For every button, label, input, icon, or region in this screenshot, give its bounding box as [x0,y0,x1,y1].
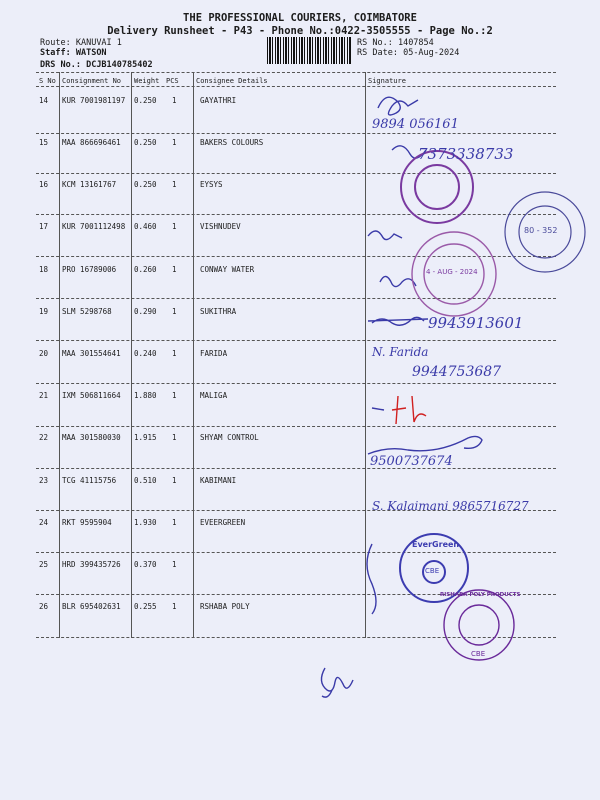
row-sno: 22 [39,433,49,442]
row-pcs: 1 [172,476,177,485]
row-consignment-no: RKT 9595904 [62,518,112,527]
rs-no-value: 1407854 [397,38,434,48]
stamp-rshaba-name: RISHABA POLY PRODUCTS [440,592,521,598]
row-consignee: EVEERGREEN [200,518,246,527]
company-title: THE PROFESSIONAL COURIERS, COIMBATORE [183,12,417,24]
staff-label: Staff: [40,48,71,58]
stamp-number: 80 - 352 [524,226,558,235]
drs-value: DCJB140785402 [86,60,153,70]
row-sno: 18 [39,265,49,274]
row-sno: 17 [39,222,49,231]
row-weight: 1.880 [134,391,157,400]
row-pcs: 1 [172,560,177,569]
row-consignee: GAYATHRI [200,96,237,105]
stamp-date: 4 - AUG - 2024 [426,268,478,276]
row-sno: 21 [39,391,49,400]
row-consignee: BAKERS COLOURS [200,138,264,147]
row-pcs: 1 [172,96,177,105]
row-weight: 0.510 [134,476,157,485]
runsheet-subtitle: Delivery Runsheet - P43 - Phone No.:0422-3505555 - Page No.:2 [107,25,493,37]
row-consignment-no: KUR 7001112498 [62,222,126,231]
row-weight: 1.930 [134,518,157,527]
row-consignee: CONWAY WATER [200,265,255,274]
row-weight: 0.250 [134,96,157,105]
stamp-evergreen-name: EverGreen [412,540,460,549]
col-header-pcs: PCS [166,77,179,85]
col-header-consignee: Consignee Details [196,77,268,85]
drs-label: DRS No.: [40,60,81,70]
staff-value: WATSON [75,48,107,58]
stamp-rshaba-city: CBE [471,650,486,658]
stamp-evergreen-city: CBE [425,567,440,575]
row-consignment-no: MAA 301580030 [62,433,121,442]
row-weight: 0.255 [134,602,157,611]
row-consignment-no: TCG 41115756 [62,476,117,485]
handwritten-phone: 9894 056161 [372,117,459,132]
handwritten-name: N. Farida [372,345,429,359]
row-consignment-no: BLR 695402631 [62,602,121,611]
row-pcs: 1 [172,265,177,274]
row-sno: 14 [39,96,49,105]
handwritten-phone: 9500737674 [370,454,453,469]
handwritten-phone: 9943913601 [428,314,524,332]
row-consignee: SUKITHRA [200,307,237,316]
row-pcs: 1 [172,138,177,147]
row-pcs: 1 [172,602,177,611]
col-header-sno: S No [39,77,56,85]
row-pcs: 1 [172,349,177,358]
row-pcs: 1 [172,307,177,316]
row-sno: 24 [39,518,49,527]
row-consignee: MALIGA [200,391,228,400]
row-weight: 0.370 [134,560,157,569]
row-pcs: 1 [172,391,177,400]
row-consignment-no: MAA 866696461 [62,138,121,147]
row-consignee: VISHNUDEV [200,222,241,231]
row-consignment-no: PRO 16789006 [62,265,117,274]
row-sno: 20 [39,349,49,358]
row-pcs: 1 [172,433,177,442]
row-sno: 23 [39,476,49,485]
handwritten-phone: 9944753687 [412,364,502,380]
row-consignment-no: SLM 5298768 [62,307,112,316]
col-header-signature: Signature [368,77,406,85]
row-weight: 1.915 [134,433,157,442]
red-signature [392,396,426,424]
row-consignment-no: HRD 399435726 [62,560,121,569]
rs-date-label: RS Date: [357,48,398,58]
row-consignee: KABIMANI [200,476,237,485]
row-consignee: FARIDA [200,349,228,358]
row-sno: 26 [39,602,49,611]
rs-no-label: RS No.: [357,38,393,48]
col-header-consignment: Consignment No [62,77,122,85]
row-consignment-no: MAA 301554641 [62,349,121,358]
route-label: Route: [40,38,71,48]
row-weight: 0.460 [134,222,157,231]
route-value: KANUVAI 1 [75,38,122,48]
row-weight: 0.260 [134,265,157,274]
rs-date-value: 05-Aug-2024 [403,48,460,58]
row-pcs: 1 [172,518,177,527]
row-weight: 0.240 [134,349,157,358]
row-consignee: SHYAM CONTROL [200,433,259,442]
row-consignment-no: IXM 506811664 [62,391,121,400]
row-consignee: EYSYS [200,180,223,189]
handwritten-name-phone: S. Kalaimani 9865716727 [372,499,529,513]
row-sno: 19 [39,307,49,316]
row-sno: 16 [39,180,49,189]
col-header-weight: Weight [134,77,160,85]
row-pcs: 1 [172,222,177,231]
row-sno: 15 [39,138,49,147]
row-weight: 0.290 [134,307,157,316]
row-consignee: RSHABA POLY [200,602,250,611]
row-weight: 0.250 [134,138,157,147]
row-consignment-no: KCM 13161767 [62,180,117,189]
row-weight: 0.250 [134,180,157,189]
row-consignment-no: KUR 7001981197 [62,96,126,105]
handwritten-phone: 7373338733 [418,145,514,163]
row-sno: 25 [39,560,49,569]
row-pcs: 1 [172,180,177,189]
